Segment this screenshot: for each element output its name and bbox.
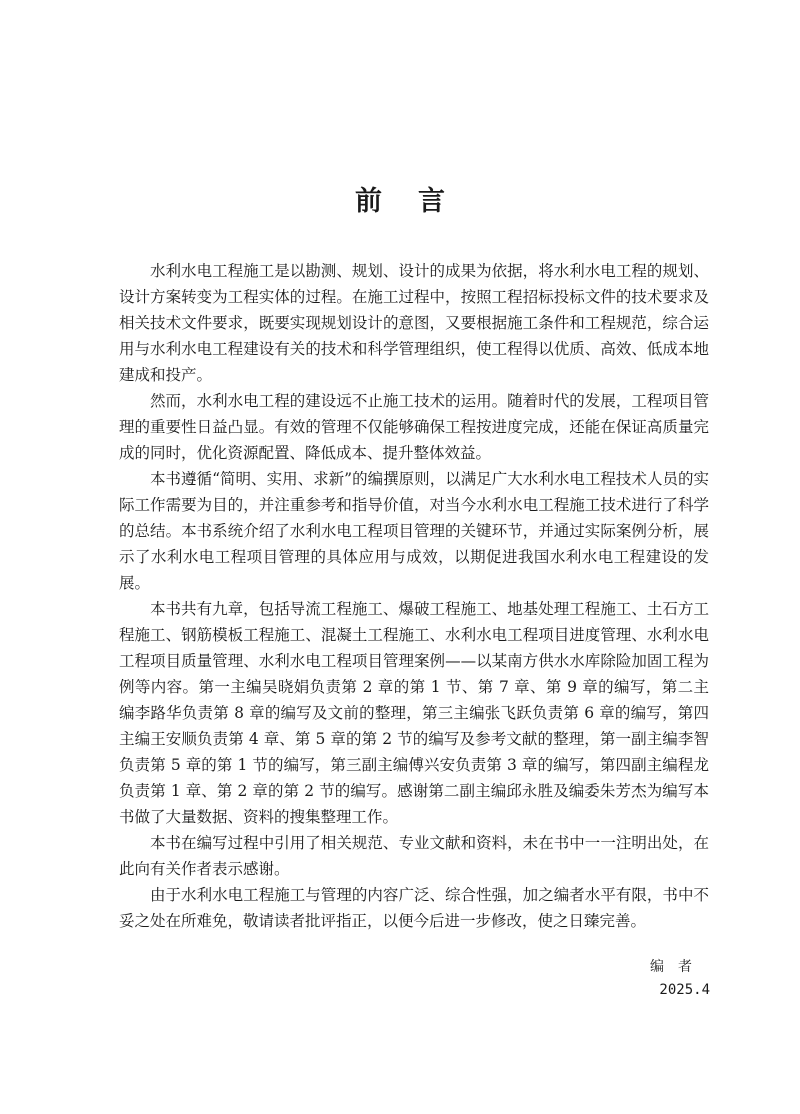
paragraph: 本书共有九章，包括导流工程施工、爆破工程施工、地基处理工程施工、土石方工程施工、钢筋模板工程施工、混凝土工程施工、水利水电工程项目进度管理、水利水电工程项目质量管理、水利水电工程项目管理案例——以某南方供水水库除险加固工程为例等内容。第一主编吴晓娟负责第 2 章的第 1 节、第 7 章、第 9 章的编写，第二主编李路华负责第 8 章的编写及文前的整理，第三主编张飞跃负责第 6 章的编写，第四主编王安顺负责第 4 章、第 5 章的第 2 节的编写及参考文献的整理，第一副主编李智负责第 5 章的第 1 节的编写，第三副主编傅兴安负责第 3 章的编写，第四副主编程龙负责第 1 章、第 2 章的第 2 节的编写。感谢第二副主编邱永胜及编委朱芳杰为编写本书做了大量数据、资料的搜集整理工作。 — [119, 600, 709, 826]
preface-body — [119, 258, 709, 934]
paragraph: 本书遵循“简明、实用、求新”的编撰原则，以满足广大水利水电工程技术人员的实际工作需要为目的，并注重参考和指导价值，对当今水利水电工程施工技术进行了科学的总结。本书系统介绍了水利水电工程项目管理的关键环节，并通过实际案例分析，展示了水利水电工程项目管理的具体应用与成效，以期促进我国水利水电工程建设的发展。 — [119, 470, 709, 592]
paragraph: 然而，水利水电工程的建设远不止施工技术的运用。随着时代的发展，工程项目管理的重要性日益凸显。有效的管理不仅能够确保工程按进度完成，还能在保证高质量完成的同时，优化资源配置、降低成本、提升整体效益。 — [119, 392, 709, 462]
paragraph: 由于水利水电工程施工与管理的内容广泛、综合性强，加之编者水平有限，书中不妥之处在所难免，敬请读者批评指正，以便今后进一步修改，使之日臻完善。 — [119, 886, 709, 930]
page-title: 前言 — [355, 186, 481, 217]
signature-author: 编者 — [650, 959, 706, 975]
signature-date: 2025.4 — [659, 982, 710, 998]
signature-block — [600, 956, 710, 1002]
paragraph: 水利水电工程施工是以勘测、规划、设计的成果为依据，将水利水电工程的规划、设计方案转变为工程实体的过程。在施工过程中，按照工程招标投标文件的技术要求及相关技术文件要求，既要实现规划设计的意图，又要根据施工条件和工程规范，综合运用与水利水电工程建设有关的技术和科学管理组织，使工程得以优质、高效、低成本地建成和投产。 — [119, 262, 709, 384]
paragraph: 本书在编写过程中引用了相关规范、专业文献和资料，未在书中一一注明出处，在此向有关作者表示感谢。 — [119, 834, 709, 878]
